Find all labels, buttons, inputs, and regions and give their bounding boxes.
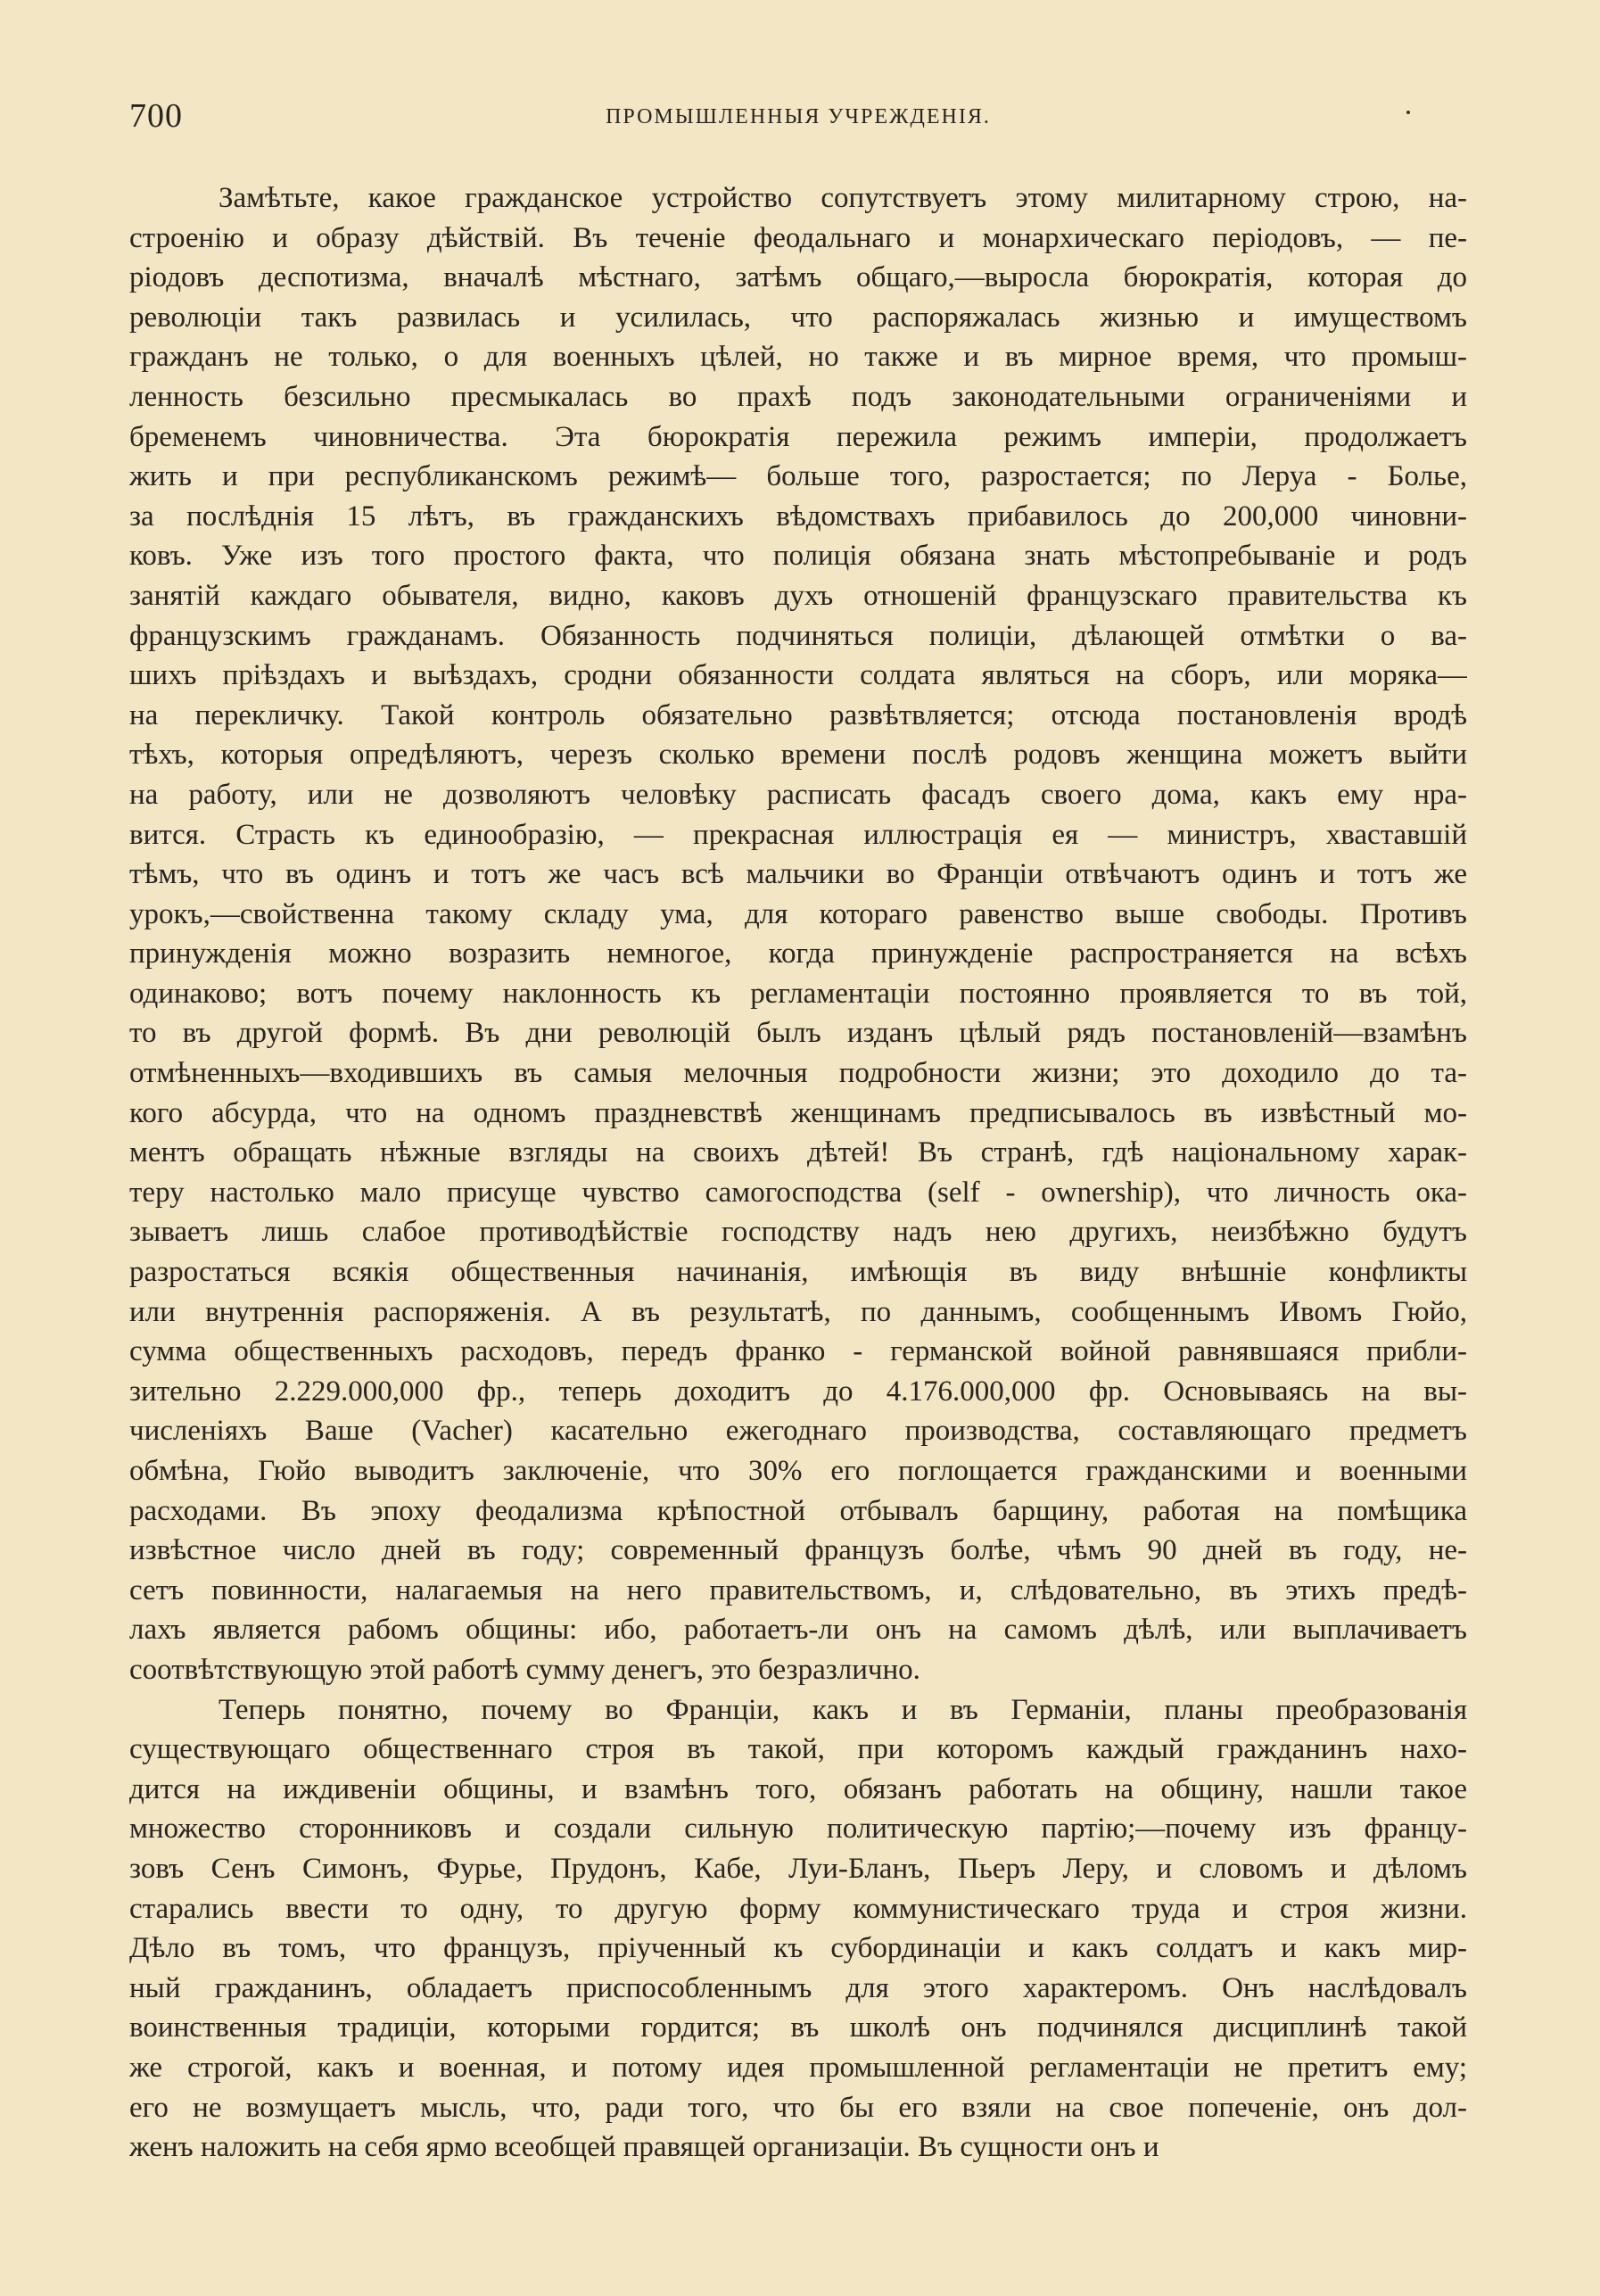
- text-line: урокъ,—свойственна такому складу ума, для котораго равенство выше свободы. Противъ: [129, 897, 1467, 930]
- text-line: старались ввести то одну, то другую форму коммунистическаго труда и строя жизни.: [129, 1892, 1467, 1925]
- text-line: существующаго общественнаго строя въ такой, при которомъ каждый гражданинъ нахо-: [129, 1733, 1467, 1766]
- text-line: кого абсурда, что на одномъ праздневствѣ женщинамъ предписывалось въ извѣстный мо-: [129, 1096, 1467, 1129]
- text-line: соотвѣтствующую этой работѣ сумму денегъ, это безразлично.: [129, 1653, 920, 1686]
- text-line: множество сторонниковъ и создали сильную политическую партію;—почему изъ францу-: [129, 1813, 1467, 1846]
- paragraph: [129, 1690, 1467, 2168]
- paragraph: [129, 178, 1467, 1690]
- text-line: обмѣна, Гюйо выводитъ заключеніе, что 30% его поглощается гражданскими и военными: [129, 1455, 1467, 1487]
- text-line: его не возмущаетъ мысль, что, ради того, что бы его взяли на свое попеченіе, онъ дол-: [129, 2091, 1467, 2124]
- text-line: бременемъ чиновничества. Эта бюрократія пережила режимъ имперіи, продолжаетъ: [129, 420, 1467, 453]
- text-line: численіяхъ Ваше (Vacher) касательно ежегоднаго производства, составляющаго предметъ: [129, 1415, 1467, 1448]
- text-line: же строгой, какъ и военная, и потому идея промышленной регламентаціи не претитъ ему;: [129, 2051, 1467, 2084]
- text-line: тѣмъ, что въ одинъ и тотъ же часъ всѣ мальчики во Франціи отвѣчаютъ одинъ и тотъ же: [129, 858, 1467, 891]
- text-line: дится на иждивеніи общины, и взамѣнъ того, обязанъ работать на общину, нашли такое: [129, 1772, 1467, 1805]
- text-line: французскимъ гражданамъ. Обязанность подчиняться полиціи, дѣлающей отмѣтки о ва-: [129, 619, 1467, 652]
- text-line: зительно 2.229.000,000 фр., теперь доходитъ до 4.176.000,000 фр. Основываясь на вы-: [129, 1375, 1467, 1408]
- text-line: принужденія можно возразить немногое, когда принужденіе распространяется на всѣхъ: [129, 937, 1467, 970]
- text-line: ріодовъ деспотизма, вначалѣ мѣстнаго, затѣмъ общаго,—выросла бюрократія, которая до: [129, 261, 1467, 294]
- text-line: разростаться всякія общественныя начинанія, имѣющія въ виду внѣшніе конфликты: [129, 1256, 1467, 1289]
- text-line: ный гражданинъ, обладаетъ приспособленнымъ для этого характеромъ. Онъ наслѣдовалъ: [129, 1971, 1467, 2004]
- body-text: [129, 178, 1467, 2168]
- text-line: зовъ Сенъ Симонъ, Фурье, Прудонъ, Кабе, Луи-Бланъ, Пьеръ Леру, и словомъ и дѣломъ: [129, 1852, 1467, 1885]
- text-line: строенію и образу дѣйствій. Въ теченіе феодальнаго и монархическаго періодовъ, — пе-: [129, 221, 1467, 254]
- text-line: лахъ является рабомъ общины: ибо, работаетъ-ли онъ на самомъ дѣлѣ, или выплачиваетъ: [129, 1614, 1467, 1647]
- text-line: ковъ. Уже изъ того простого факта, что полиція обязана знать мѣстопребываніе и родъ: [129, 540, 1467, 573]
- text-line: сетъ повинности, налагаемыя на него правительствомъ, и, слѣдовательно, въ этихъ предѣ-: [129, 1573, 1467, 1606]
- text-line: Замѣтьте, какое гражданское устройство сопутствуетъ этому милитарному строю, на-: [219, 182, 1467, 214]
- text-line: Дѣло въ томъ, что французъ, пріученный къ субординаціи и какъ солдатъ и какъ мир-: [129, 1932, 1467, 1965]
- text-line: извѣстное число дней въ году; современный французъ болѣе, чѣмъ 90 дней въ году, не-: [129, 1534, 1467, 1567]
- text-line: теру настолько мало присуще чувство самогосподства (self - ownership), что личность ока-: [129, 1176, 1467, 1209]
- text-line: вится. Страсть къ единообразію, — прекрасная иллюстрація ея — министръ, хваставшій: [129, 818, 1467, 851]
- page-number: 700: [129, 97, 183, 135]
- text-line: отмѣненныхъ—входившихъ въ самыя мелочныя подробности жизни; это доходило до та-: [129, 1057, 1467, 1090]
- text-line: зываетъ лишь слабое противодѣйствіе господству надъ нею другихъ, неизбѣжно будутъ: [129, 1216, 1467, 1249]
- text-line: женъ наложить на себя ярмо всеобщей правящей организаціи. Въ сущности онъ и: [129, 2131, 1159, 2164]
- text-line: жить и при республиканскомъ режимѣ— больше того, разростается; по Леруа - Болье,: [129, 460, 1467, 493]
- text-line: ментъ обращать нѣжные взгляды на своихъ дѣтей! Въ странѣ, гдѣ національному харак-: [129, 1136, 1467, 1169]
- text-line: занятій каждаго обывателя, видно, каковъ духъ отношеній французскаго правительства къ: [129, 579, 1467, 612]
- text-line: на перекличку. Такой контроль обязательно развѣтвляется; отсюда постановленія вродѣ: [129, 698, 1467, 731]
- text-line: гражданъ не только, о для военныхъ цѣлей, но также и въ мирное время, что промыш-: [129, 341, 1467, 374]
- text-line: тѣхъ, которыя опредѣляютъ, черезъ сколько времени послѣ родовъ женщина можетъ выйти: [129, 739, 1467, 772]
- text-line: то въ другой формѣ. Въ дни революцій былъ изданъ цѣлый рядъ постановленій—взамѣнъ: [129, 1017, 1467, 1050]
- text-line: на работу, или не дозволяютъ человѣку расписать фасадъ своего дома, какъ ему нра-: [129, 778, 1467, 811]
- text-line: одинаково; вотъ почему наклонность къ регламентаціи постоянно проявляется то въ той,: [129, 977, 1467, 1010]
- text-line: или внутреннія распоряженія. А въ результатѣ, по даннымъ, сообщеннымъ Ивомъ Гюйо,: [129, 1295, 1467, 1328]
- text-line: революціи такъ развилась и усилилась, что распоряжалась жизнью и имуществомъ: [129, 301, 1467, 334]
- running-head: ПРОМЫШЛЕННЫЯ УЧРЕЖДЕНІЯ.: [606, 105, 991, 128]
- text-line: сумма общественныхъ расходовъ, передъ франко - германской войной равнявшаяся прибли-: [129, 1335, 1467, 1368]
- text-line: ленность безсильно пресмыкалась во прахѣ подъ законодательными ограниченіями и: [129, 380, 1467, 413]
- text-line: за послѣднія 15 лѣтъ, въ гражданскихъ вѣдомствахъ прибавилось до 200,000 чиновни-: [129, 500, 1467, 533]
- text-line: Теперь понятно, почему во Франціи, какъ и въ Германіи, планы преобразованія: [219, 1693, 1467, 1726]
- text-line: воинственныя традиціи, которыми гордится; въ школѣ онъ подчинялся дисциплинѣ такой: [129, 2011, 1467, 2044]
- page-header: [129, 96, 1467, 141]
- text-line: расходами. Въ эпоху феодализма крѣпостной отбывалъ барщину, работая на помѣщика: [129, 1494, 1467, 1527]
- text-line: шихъ пріѣздахъ и выѣздахъ, сродни обязанности солдата являться на сборъ, или моряка—: [129, 659, 1467, 692]
